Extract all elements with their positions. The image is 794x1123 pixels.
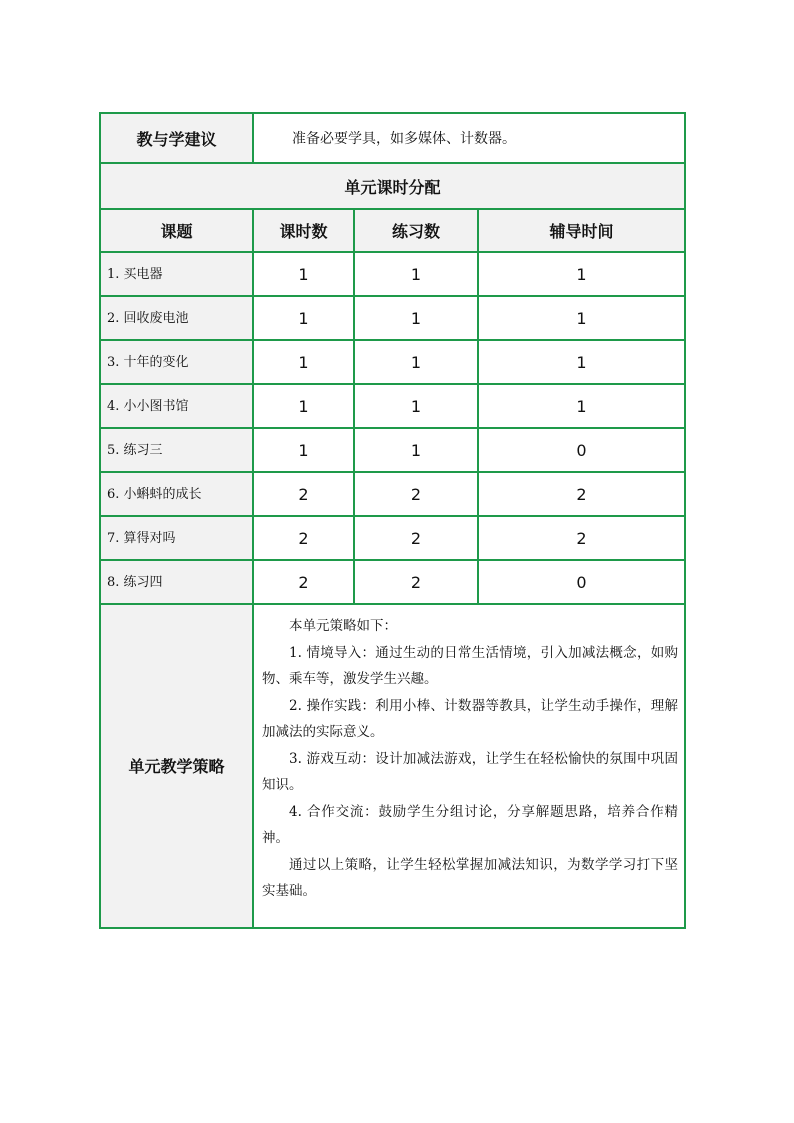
- header-tutoring: 辅导时间: [478, 209, 685, 252]
- strategy-point-4: 4. 合作交流：鼓励学生分组讨论，分享解题思路，培养合作精神。: [262, 803, 678, 846]
- class-hours-value: 1: [253, 384, 354, 428]
- exercises-value: 1: [354, 428, 478, 472]
- strategy-summary: 通过以上策略，让学生轻松掌握加减法知识，为数学学习打下坚实基础。: [262, 856, 678, 899]
- table-row: [100, 516, 685, 560]
- strategy-point-3: 3. 游戏互动：设计加减法游戏，让学生在轻松愉快的氛围中巩固知识。: [262, 750, 678, 793]
- table-row: [100, 296, 685, 340]
- allocation-header-row: [100, 209, 685, 252]
- lesson-name: 6. 小蝌蚪的成长: [100, 472, 253, 516]
- suggestion-label: 教与学建议: [100, 113, 253, 163]
- lesson-name: 3. 十年的变化: [100, 340, 253, 384]
- table-row: [100, 252, 685, 296]
- allocation-title-row: [100, 163, 685, 209]
- tutoring-value: 2: [478, 516, 685, 560]
- strategy-label: 单元教学策略: [100, 604, 253, 928]
- header-class-hours: 课时数: [253, 209, 354, 252]
- class-hours-value: 1: [253, 340, 354, 384]
- exercises-value: 2: [354, 560, 478, 604]
- tutoring-value: 0: [478, 428, 685, 472]
- lesson-name: 2. 回收废电池: [100, 296, 253, 340]
- strategy-intro: 本单元策略如下：: [289, 618, 397, 634]
- exercises-value: 1: [354, 252, 478, 296]
- class-hours-value: 2: [253, 560, 354, 604]
- exercises-value: 1: [354, 296, 478, 340]
- lesson-name: 1. 买电器: [100, 252, 253, 296]
- class-hours-value: 2: [253, 516, 354, 560]
- header-lesson: 课题: [100, 209, 253, 252]
- lesson-name: 8. 练习四: [100, 560, 253, 604]
- tutoring-value: 1: [478, 340, 685, 384]
- allocation-title: 单元课时分配: [100, 163, 685, 209]
- exercises-value: 2: [354, 472, 478, 516]
- tutoring-value: 1: [478, 252, 685, 296]
- class-hours-value: 1: [253, 296, 354, 340]
- header-exercises: 练习数: [354, 209, 478, 252]
- tutoring-value: 2: [478, 472, 685, 516]
- class-hours-value: 1: [253, 428, 354, 472]
- lesson-name: 4. 小小图书馆: [100, 384, 253, 428]
- table-row: [100, 428, 685, 472]
- exercises-value: 1: [354, 340, 478, 384]
- lesson-name: 7. 算得对吗: [100, 516, 253, 560]
- lesson-name: 5. 练习三: [100, 428, 253, 472]
- strategy-row: [100, 604, 685, 928]
- table-row: [100, 472, 685, 516]
- exercises-value: 2: [354, 516, 478, 560]
- table-row: [100, 384, 685, 428]
- class-hours-value: 1: [253, 252, 354, 296]
- exercises-value: 1: [354, 384, 478, 428]
- tutoring-value: 1: [478, 384, 685, 428]
- lesson-plan-table: [99, 112, 686, 929]
- table-row: [100, 340, 685, 384]
- tutoring-value: 0: [478, 560, 685, 604]
- strategy-content: [253, 604, 685, 928]
- suggestion-text: 准备必要学具，如多媒体、计数器。: [253, 113, 685, 163]
- strategy-point-1: 1. 情境导入：通过生动的日常生活情境，引入加减法概念，如购物、乘车等，激发学生兴趣。: [262, 644, 678, 687]
- suggestion-row: [100, 113, 685, 163]
- tutoring-value: 1: [478, 296, 685, 340]
- strategy-point-2: 2. 操作实践：利用小棒、计数器等教具，让学生动手操作，理解加减法的实际意义。: [262, 697, 678, 740]
- table-row: [100, 560, 685, 604]
- class-hours-value: 2: [253, 472, 354, 516]
